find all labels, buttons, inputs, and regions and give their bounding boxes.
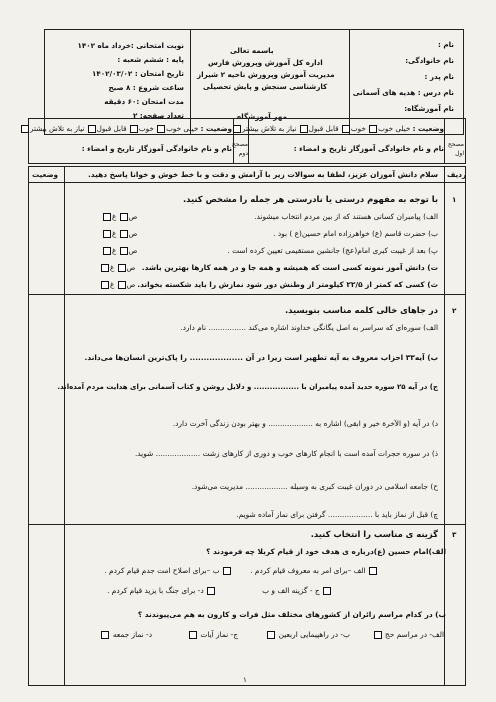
field-course: نام درس : هدیه های آسمانی xyxy=(352,88,454,97)
page-count: تعداد صفحه: ۲ xyxy=(133,111,184,120)
col-status-header: وضعیت xyxy=(32,170,59,179)
true-checkbox[interactable] xyxy=(118,264,126,272)
q2-item-c: ج) در آیه ۲۵ سوره حدید آمده پیامبران با ................. و دلایل روشن و کتاب آسمانی برای هدایت مردم آمده‌اند. xyxy=(57,383,438,391)
school-stamp-label: مهر آموزشگاه xyxy=(237,112,287,121)
page-number: ۱ xyxy=(243,675,247,684)
q3-b-option-3: ج- نماز آیات xyxy=(188,630,238,639)
q3-b-option-1: الف- در مراسم حج xyxy=(373,630,444,639)
q1-tf-b: ص غ xyxy=(102,229,137,238)
checkbox[interactable] xyxy=(374,631,382,639)
field-father: نام پدر : xyxy=(424,72,454,81)
q2-item-d: د) در آیه (و الآخرة خیر و ابقی) اشاره به ................... و بهتر بودن زندگی آخرت دارد. xyxy=(172,419,438,428)
exam-date: تاریخ امتحان : ۱۴۰۲/۰۳/۰۲ xyxy=(91,69,184,78)
q1-item-c: پ) بعد از غیبت کبری امام(عج) جانشین مستقیمی تعیین کرده است . xyxy=(227,246,438,255)
true-checkbox[interactable] xyxy=(120,247,128,255)
q1-title: با توجه به مفهوم درستی یا نادرستی هر جمله را مشخص کنید. xyxy=(182,194,438,204)
q1-number: ۱ xyxy=(452,195,457,204)
teacher-sign-2: نام و نام خانوادگی آموزگار تاریخ و امضاء : xyxy=(81,144,232,153)
q1-item-b: ب) حضرت قاسم (ع) خواهرزاده امام حسین(ع ) بود . xyxy=(273,229,438,238)
field-family: نام خانوادگی: xyxy=(405,56,454,65)
false-checkbox[interactable] xyxy=(103,230,111,238)
checkbox[interactable] xyxy=(223,567,231,575)
q2-item-b: ب) آیه۳۳ احزاب معروف به آیه تطهیر است زیرا در آن ................... را پاک‌ترین انسان‌ها می‌داند. xyxy=(84,353,438,362)
q3-a-option-4: د- برای جنگ با یزید قیام کردم . xyxy=(107,586,216,595)
header-district: مدیریت آموزش وپرورش ناحیه ۲ شیراز xyxy=(197,70,335,79)
checkbox[interactable] xyxy=(101,631,109,639)
true-checkbox[interactable] xyxy=(120,230,128,238)
checkbox[interactable] xyxy=(130,125,138,133)
exam-duration: مدت امتحان :۶۰ دقیقه xyxy=(104,97,184,106)
checkbox[interactable] xyxy=(369,567,377,575)
checkbox[interactable] xyxy=(189,631,197,639)
checkbox[interactable] xyxy=(88,125,96,133)
teacher-sign-1: نام و نام خانوادگی آموزگار تاریخ و امضاء : xyxy=(293,144,444,153)
q3-number: ۳ xyxy=(452,530,457,539)
q1-tf-c: ص غ xyxy=(102,246,137,255)
q1-tf-d: ص غ xyxy=(100,263,135,272)
checkbox[interactable] xyxy=(207,587,215,595)
field-school: نام آموزشگاه: xyxy=(404,104,454,113)
true-checkbox[interactable] xyxy=(118,281,126,289)
q2-item-a: الف) سوره‌ای که سراسر به اصل یگانگی خداوند اشاره می‌کند ................ نام دارد. xyxy=(180,323,438,332)
field-name: نام : xyxy=(437,40,454,49)
col-row-header: ردیف xyxy=(447,170,467,179)
false-checkbox[interactable] xyxy=(103,247,111,255)
q2-number: ۲ xyxy=(452,306,457,315)
header-basmala: باسمه تعالی xyxy=(230,46,274,55)
grader-1-label: مصحح اول xyxy=(447,141,464,157)
true-checkbox[interactable] xyxy=(120,213,128,221)
q1-item-e: ث) کسی که کمتر از ۲۲/۵ کیلومتر از وطنش دور شود نمازش را باید شکسته بخواند. xyxy=(137,280,438,289)
status-row-1: وضعیت : خیلی خوب خوب قابل قبول نیاز به تلاش بیشتر xyxy=(232,124,444,133)
false-checkbox[interactable] xyxy=(101,264,109,272)
q1-tf-e: ص غ xyxy=(100,280,135,289)
q2-item-e: ذ) در سوره حجرات آمده است با انجام کارهای خوب و دوری از کارهای زشت ................... شوید. xyxy=(134,449,438,458)
false-checkbox[interactable] xyxy=(101,281,109,289)
q1-item-d: ت) دانش آموز نمونه کسی است که همیشه و همه جا و در همه کارها بهترین باشد. xyxy=(141,263,438,272)
exam-session: نوبت امتحانی :خرداد ماه ۱۴۰۲ xyxy=(77,41,184,50)
checkbox[interactable] xyxy=(157,125,165,133)
header-dept: کارشناسی سنجش و پایش تحصیلی xyxy=(203,82,328,91)
q3-b-option-4: د- نماز جمعه xyxy=(100,630,152,639)
q3-question-b: ب) در کدام مراسم زائران از کشورهای مختلف مثل فرات و کارون به هم می‌پیوندند ؟ xyxy=(137,610,446,619)
header-org: اداره کل آموزش وپرورش فارس xyxy=(208,58,323,67)
q3-question-a: الف)امام حسین (ع)درباره ی هدف خود از قیام کربلا چه فرمودند ؟ xyxy=(206,547,446,556)
q3-a-option-3: ج - گزینه الف و ب xyxy=(262,586,332,595)
checkbox[interactable] xyxy=(233,125,241,133)
q3-a-option-2: ب –برای اصلاح امت جدم قیام کردم . xyxy=(104,566,232,575)
checkbox[interactable] xyxy=(369,125,377,133)
start-time: ساعت شروع : ۸ صبح xyxy=(108,83,184,92)
status-row-2: وضعیت : خیلی خوب خوب قابل قبول نیاز به تلاش بیشتر xyxy=(20,124,232,133)
intro-text: سلام دانش آموزان عزیز، لطفا به سوالات زیر با آرامش و دقت و با خط خوش و خوانا پاسخ دهید. xyxy=(88,170,438,179)
checkbox[interactable] xyxy=(342,125,350,133)
q3-a-option-1: الف –برای امر به معروف قیام کردم . xyxy=(250,566,378,575)
q2-item-g: چ) قبل از نماز باید با ................... گرفتن برای نماز آماده شویم. xyxy=(236,510,438,519)
grader-2-label: مصحح دوم xyxy=(231,141,248,157)
checkbox[interactable] xyxy=(21,125,29,133)
q3-title: گزینه ی مناسب را انتخاب کنید. xyxy=(310,529,438,539)
checkbox[interactable] xyxy=(323,587,331,595)
q1-item-a: الف) پیامبران کسانی هستند که از بین مردم انتخاب میشوند. xyxy=(254,212,438,221)
q3-b-option-2: ب- در راهپیمایی اربعین xyxy=(266,630,350,639)
false-checkbox[interactable] xyxy=(103,213,111,221)
q2-item-f: ح) جامعه اسلامی در دوران غیبت کبری به وسیله .................. مدیریت می‌شود. xyxy=(191,482,438,491)
grade-field: پایه : ششم شعبه : xyxy=(117,55,184,64)
checkbox[interactable] xyxy=(267,631,275,639)
q1-tf-a: ص غ xyxy=(102,212,137,221)
q2-title: در جاهای خالی کلمه مناسب بنویسید. xyxy=(284,305,438,315)
checkbox[interactable] xyxy=(300,125,308,133)
